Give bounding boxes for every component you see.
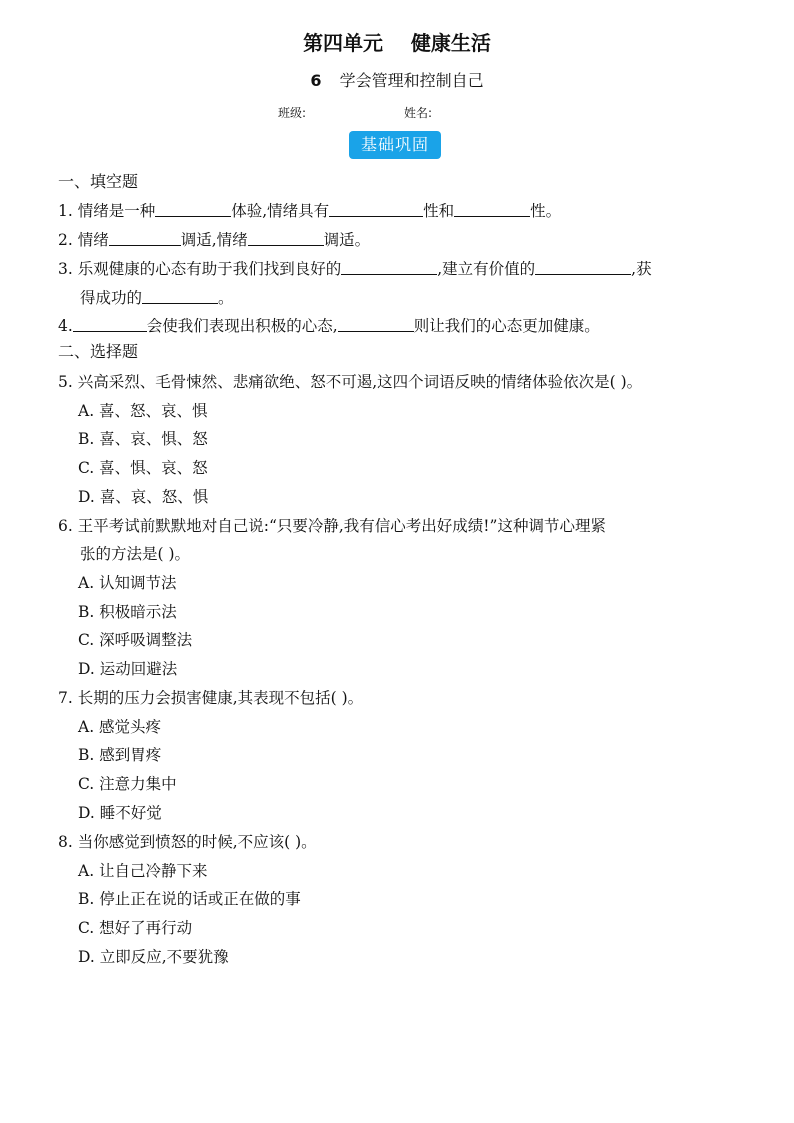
q3-text-d: 得成功的 [80, 289, 143, 307]
question-3-continued [80, 286, 234, 308]
q2-text-c: 调适。 [323, 231, 371, 249]
question-4 [58, 314, 600, 336]
question-6-option-c[interactable]: C. 深呼吸调整法 [78, 631, 193, 649]
question-6-option-a[interactable]: A. 认知调节法 [78, 574, 177, 592]
question-5-option-d[interactable]: D. 喜、哀、怒、惧 [78, 488, 209, 506]
q3-text-a: 3. 乐观健康的心态有助于我们找到良好的 [58, 260, 342, 278]
answer-blank[interactable] [248, 231, 324, 246]
question-8-option-c[interactable]: C. 想好了再行动 [78, 919, 193, 937]
question-6-option-d[interactable]: D. 运动回避法 [78, 660, 178, 678]
answer-blank[interactable] [329, 202, 423, 217]
class-label: 班级: [278, 106, 307, 120]
name-label: 姓名: [404, 106, 433, 120]
lesson-heading [0, 68, 794, 91]
q1-text-b: 体验,情绪具有 [231, 202, 330, 220]
q1-text-c: 性和 [423, 202, 455, 220]
answer-blank[interactable] [155, 202, 231, 217]
q4-text-a: 4. [58, 317, 73, 335]
question-3 [58, 257, 652, 279]
answer-blank[interactable] [341, 260, 437, 275]
question-6-option-b[interactable]: B. 积极暗示法 [78, 603, 177, 621]
unit-title: 第四单元 健康生活 [303, 31, 491, 55]
answer-blank[interactable] [454, 202, 530, 217]
section-badge: 基础巩固 [349, 131, 441, 159]
q3-text-e: 。 [218, 289, 234, 307]
answer-blank[interactable] [338, 317, 414, 332]
question-7-option-c[interactable]: C. 注意力集中 [78, 775, 177, 793]
answer-blank[interactable] [535, 260, 631, 275]
question-7-option-b[interactable]: B. 感到胃疼 [78, 746, 162, 764]
q1-text-d: 性。 [530, 202, 562, 220]
section-heading-fill: 一、填空题 [58, 172, 139, 191]
answer-blank[interactable] [142, 289, 218, 304]
student-info [0, 104, 794, 122]
question-6-stem: 6. 王平考试前默默地对自己说:“只要冷静,我有信心考出好成绩!”这种调节心理紧 [58, 517, 606, 535]
question-5-option-b[interactable]: B. 喜、哀、惧、怒 [78, 430, 208, 448]
q2-text-b: 调适,情绪 [180, 231, 248, 249]
answer-blank[interactable] [73, 317, 147, 332]
section-heading-choice: 二、选择题 [58, 342, 139, 361]
question-8-option-a[interactable]: A. 让自己冷静下来 [78, 862, 208, 880]
q3-text-c: ,获 [631, 260, 652, 278]
question-5-option-c[interactable]: C. 喜、惧、哀、怒 [78, 459, 208, 477]
question-8-stem: 8. 当你感觉到愤怒的时候,不应该( )。 [58, 833, 317, 851]
question-8-option-d[interactable]: D. 立即反应,不要犹豫 [78, 948, 229, 966]
question-6-stem-continued: 张的方法是( )。 [80, 545, 191, 563]
question-1 [58, 199, 561, 221]
q4-text-b: 会使我们表现出积极的心态, [146, 317, 338, 335]
q3-text-b: ,建立有价值的 [437, 260, 536, 278]
lesson-title: 学会管理和控制自己 [339, 71, 484, 90]
question-7-stem: 7. 长期的压力会损害健康,其表现不包括( )。 [58, 689, 364, 707]
q2-text-a: 2. 情绪 [58, 231, 109, 249]
question-2 [58, 228, 370, 250]
question-7-option-d[interactable]: D. 睡不好觉 [78, 804, 162, 822]
question-5-option-a[interactable]: A. 喜、怒、哀、惧 [78, 402, 208, 420]
lesson-number: 6 [310, 71, 322, 90]
question-7-option-a[interactable]: A. 感觉头疼 [78, 718, 162, 736]
answer-blank[interactable] [109, 231, 181, 246]
q4-text-c: 则让我们的心态更加健康。 [413, 317, 600, 335]
q1-text-a: 1. 情绪是一种 [58, 202, 156, 220]
question-5-stem: 5. 兴高采烈、毛骨悚然、悲痛欲绝、怒不可遏,这四个词语反映的情绪体验依次是( )。 [58, 373, 643, 391]
question-8-option-b[interactable]: B. 停止正在说的话或正在做的事 [78, 890, 301, 908]
